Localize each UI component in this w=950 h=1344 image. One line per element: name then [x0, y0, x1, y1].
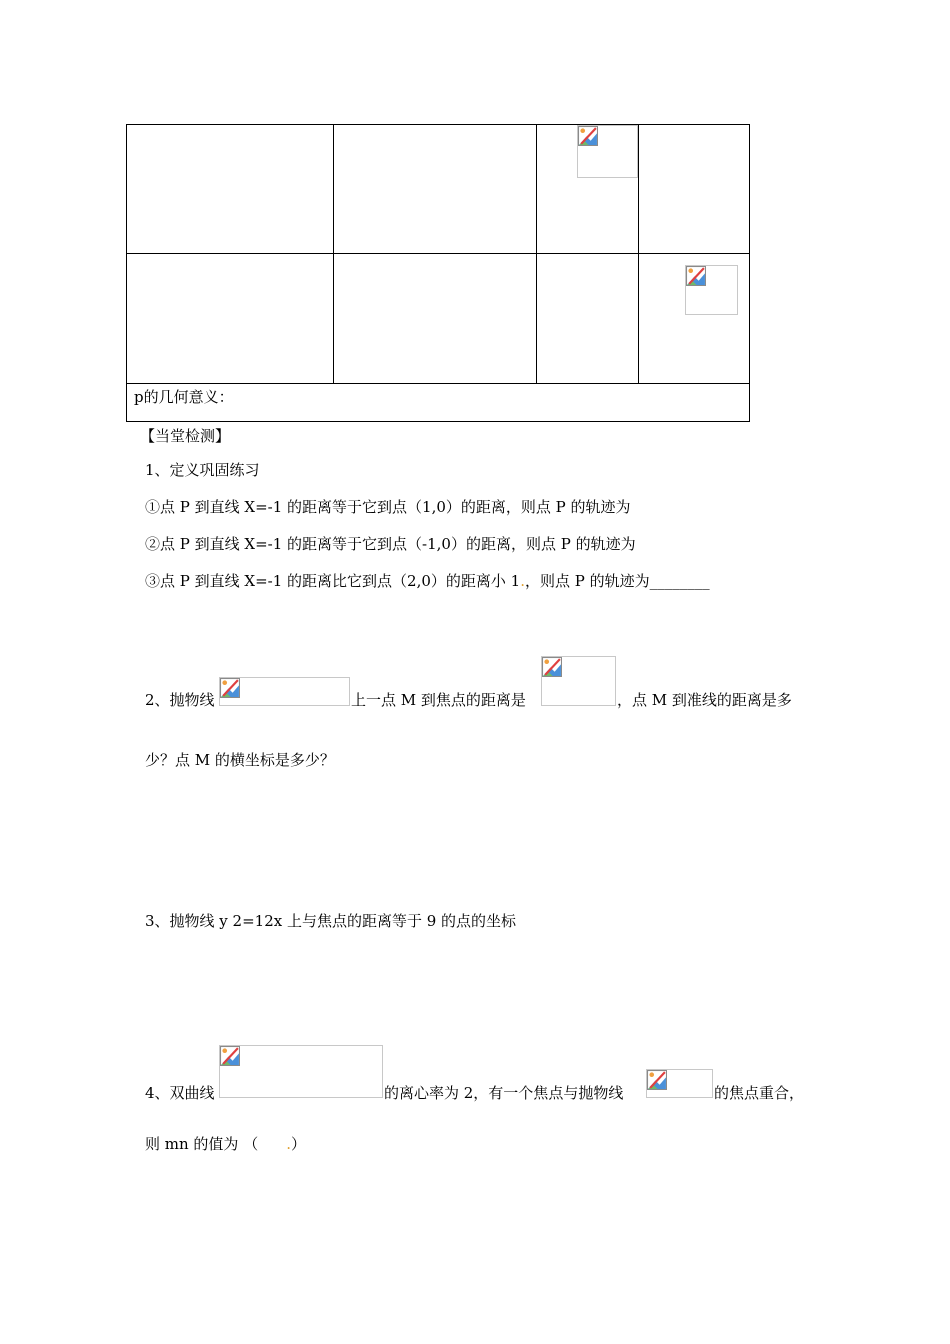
q1-heading: 1、定义巩固练习: [145, 461, 260, 479]
table-border-left: [126, 124, 127, 422]
q4-line-2-dot: .: [286, 1135, 291, 1153]
table-border-bottom: [126, 421, 750, 422]
q2-line-2: 少？点 M 的横坐标是多少？: [145, 751, 335, 769]
q2-part-3: ，点 M 到准线的距离是多: [617, 691, 792, 709]
broken-image-icon: [647, 1070, 667, 1090]
q4-part-1: 4、双曲线: [145, 1084, 215, 1102]
q2-equation-image: [219, 677, 350, 706]
q1-item-3-dot: .: [520, 572, 525, 590]
q2-part-1: 2、抛物线: [145, 691, 215, 709]
broken-image-icon: [220, 678, 240, 698]
table-col-divider: [638, 124, 639, 384]
q4-part-3: 的焦点重合，: [714, 1084, 805, 1102]
broken-image-icon: [686, 266, 706, 286]
q3-text: 3、抛物线 y 2=12x 上与焦点的距离等于 9 的点的坐标: [145, 912, 517, 930]
q4-hyperbola-image: [219, 1045, 383, 1098]
table-image: [685, 265, 738, 315]
table-col-divider: [333, 124, 334, 384]
table-row-divider: [126, 253, 750, 254]
broken-image-icon: [578, 126, 598, 146]
table-row-label: p的几何意义：: [134, 388, 234, 406]
q4-line-2-text: 则 mn 的值为 （: [145, 1135, 259, 1153]
q4-part-2: 的离心率为 2，有一个焦点与抛物线: [384, 1084, 624, 1102]
broken-image-icon: [542, 657, 562, 677]
q4-parabola-image: [646, 1069, 713, 1098]
table-border-top: [126, 124, 750, 125]
section-title: 【当堂检测】: [140, 427, 231, 445]
table-row-divider: [126, 383, 750, 384]
q1-item-3: [145, 571, 710, 591]
table-border-right: [749, 124, 750, 422]
q2-distance-image: [541, 656, 616, 706]
table-col-divider: [536, 124, 537, 384]
table-image: [577, 125, 638, 178]
q1-item-1: ①点 P 到直线 X=-1 的距离等于它到点（1,0）的距离，则点 P 的轨迹为: [145, 498, 631, 516]
q4-line-2: [145, 1134, 306, 1154]
broken-image-icon: [220, 1046, 240, 1066]
q4-line-2-tail: ）: [290, 1135, 306, 1153]
q2-part-2: 上一点 M 到焦点的距离是: [351, 691, 526, 709]
q1-item-3-text: ③点 P 到直线 X=-1 的距离比它到点（2,0）的距离小 1: [145, 572, 521, 590]
q1-item-2: ②点 P 到直线 X=-1 的距离等于它到点（-1,0）的距离，则点 P 的轨迹为: [145, 535, 636, 553]
q1-item-3-tail: ，则点 P 的轨迹为________: [524, 572, 710, 590]
